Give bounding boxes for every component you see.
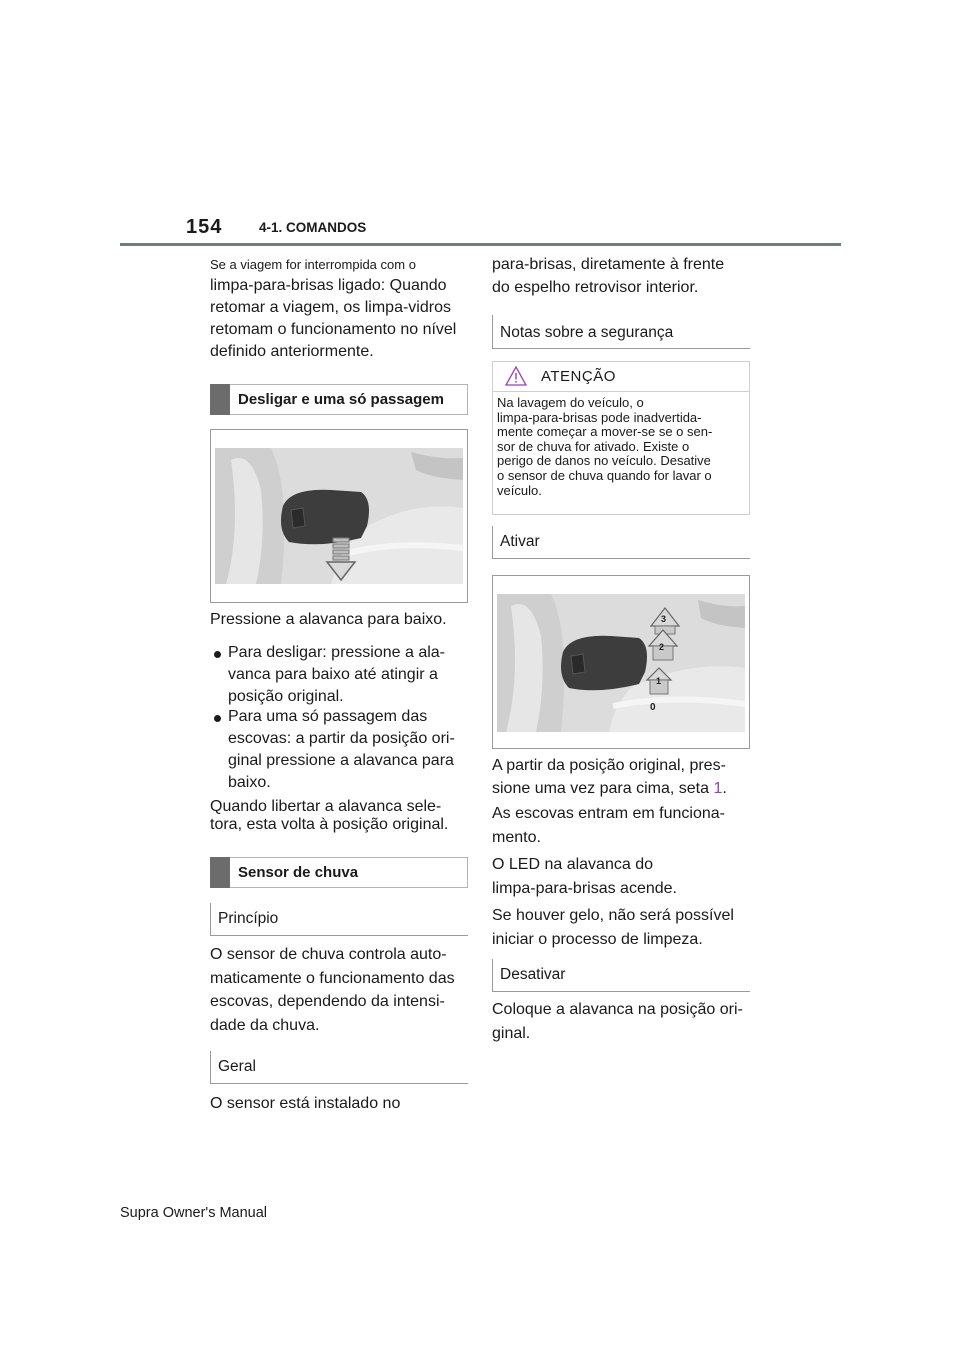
activate-line2 xyxy=(492,778,727,800)
subheading-safety-text: Notas sobre a segurança xyxy=(500,324,674,341)
release-line: tora, esta volta à posição original. xyxy=(210,816,449,833)
figure-lever-up xyxy=(492,575,750,749)
activate-line: limpa-para-brisas acende. xyxy=(492,880,677,897)
warning-box xyxy=(492,361,750,515)
subheading-activate xyxy=(492,526,750,559)
subheading-principle xyxy=(210,903,468,936)
intro-paragraph xyxy=(210,275,456,363)
principle-line: escovas, dependendo da intensi- xyxy=(210,993,445,1010)
principle-line: maticamente o funcionamento das xyxy=(210,969,455,987)
intro-line: definido anteriormente. xyxy=(210,343,374,360)
principle-line: dade da chuva. xyxy=(210,1016,320,1034)
activate-line2-text: sione uma vez para cima, seta xyxy=(492,780,714,797)
warning-line: o sensor de chuva quando for lavar o xyxy=(497,467,712,483)
page-number: 154 xyxy=(186,216,223,238)
release-line: Quando libertar a alavanca sele- xyxy=(210,798,442,815)
position-label-2: 2 xyxy=(659,642,665,652)
deactivate-paragraph xyxy=(492,998,743,1046)
lever-down-illustration xyxy=(211,430,467,602)
warning-triangle-icon xyxy=(505,366,527,386)
warning-text xyxy=(497,396,712,498)
continued-line: do espelho retrovisor interior. xyxy=(492,279,699,296)
bullet-single-wipe xyxy=(228,706,455,794)
activate-line: mento. xyxy=(492,829,541,846)
caption-off: Pressione a alavanca para baixo. xyxy=(210,611,447,628)
subheading-activate-text: Ativar xyxy=(500,533,540,550)
intro-line: retomar a viagem, os limpa-vidros xyxy=(210,299,451,316)
bullet-line: ginal pressione a alavanca para xyxy=(228,752,454,769)
warning-title: ATENÇÃO xyxy=(541,368,616,385)
heading-rain-box xyxy=(210,857,468,888)
bullet-line: baixo. xyxy=(228,774,271,791)
heading-off: Desligar e uma só passagem xyxy=(238,391,444,408)
general-text: O sensor está instalado no xyxy=(210,1095,401,1112)
principle-line: O sensor de chuva controla auto- xyxy=(210,946,447,963)
position-label-0: 0 xyxy=(650,702,656,713)
warning-header xyxy=(493,362,749,392)
activate-line: As escovas entram em funciona- xyxy=(492,805,725,822)
warning-line: sor de chuva for ativado. Existe o xyxy=(497,438,690,454)
bullet-line: Para uma só passagem das xyxy=(228,708,428,725)
activate-line: iniciar o processo de limpeza. xyxy=(492,931,703,948)
heading-bar xyxy=(210,857,230,888)
bullet-off xyxy=(228,642,445,708)
activate-line2-period: . xyxy=(722,780,727,797)
bullet-line: vanca para baixo até atingir a xyxy=(228,666,438,683)
position-label-3: 3 xyxy=(661,614,667,624)
deactivate-line: Coloque a alavanca na posição ori- xyxy=(492,1001,743,1018)
bullet-dot xyxy=(214,651,221,658)
position-label-1: 1 xyxy=(656,676,662,686)
warning-line: Na lavagem do veículo, o xyxy=(497,395,644,410)
bullet-line: escovas: a partir da posição ori- xyxy=(228,730,455,747)
section-title: 4-1. COMANDOS xyxy=(259,220,367,235)
bullet-line: posição original. xyxy=(228,688,344,705)
warning-line: perigo de danos no veículo. Desative xyxy=(497,453,711,469)
header-rule xyxy=(120,243,841,246)
continued-paragraph xyxy=(492,253,724,299)
heading-off-box xyxy=(210,384,468,415)
heading-rain: Sensor de chuva xyxy=(238,864,359,881)
activate-line: Se houver gelo, não será possível xyxy=(492,907,734,924)
activate-details xyxy=(492,802,734,952)
activate-line1: A partir da posição original, pres- xyxy=(492,757,726,774)
release-paragraph xyxy=(210,798,448,834)
intro-small-text: Se a viagem for interrompida com o xyxy=(210,257,416,272)
activate-line: O LED na alavanca do xyxy=(492,856,653,873)
figure-lever-down xyxy=(210,429,468,603)
principle-paragraph xyxy=(210,943,455,1037)
footer-manual-name: Supra Owner's Manual xyxy=(120,1205,268,1221)
warning-line: mente começar a mover-se se o sen- xyxy=(497,424,713,440)
subheading-deactivate xyxy=(492,959,750,992)
arrow-number-1: 1 xyxy=(713,780,723,797)
subheading-general-text: Geral xyxy=(218,1058,256,1075)
warning-line: limpa-para-brisas pode inadvertida- xyxy=(497,409,702,425)
subheading-principle-text: Princípio xyxy=(218,910,279,927)
intro-line: retomam o funcionamento no nível xyxy=(210,321,457,338)
warning-line: veículo. xyxy=(497,482,542,498)
intro-line: limpa-para-brisas ligado: Quando xyxy=(210,277,447,294)
deactivate-line: ginal. xyxy=(492,1025,531,1042)
heading-bar xyxy=(210,384,230,415)
bullet-dot xyxy=(214,715,221,722)
subheading-safety xyxy=(492,315,750,349)
continued-line: para-brisas, diretamente à frente xyxy=(492,256,725,273)
subheading-deactivate-text: Desativar xyxy=(500,966,566,983)
bullet-line: Para desligar: pressione a ala- xyxy=(228,644,446,661)
subheading-general xyxy=(210,1051,468,1084)
lever-up-illustration xyxy=(493,576,749,748)
